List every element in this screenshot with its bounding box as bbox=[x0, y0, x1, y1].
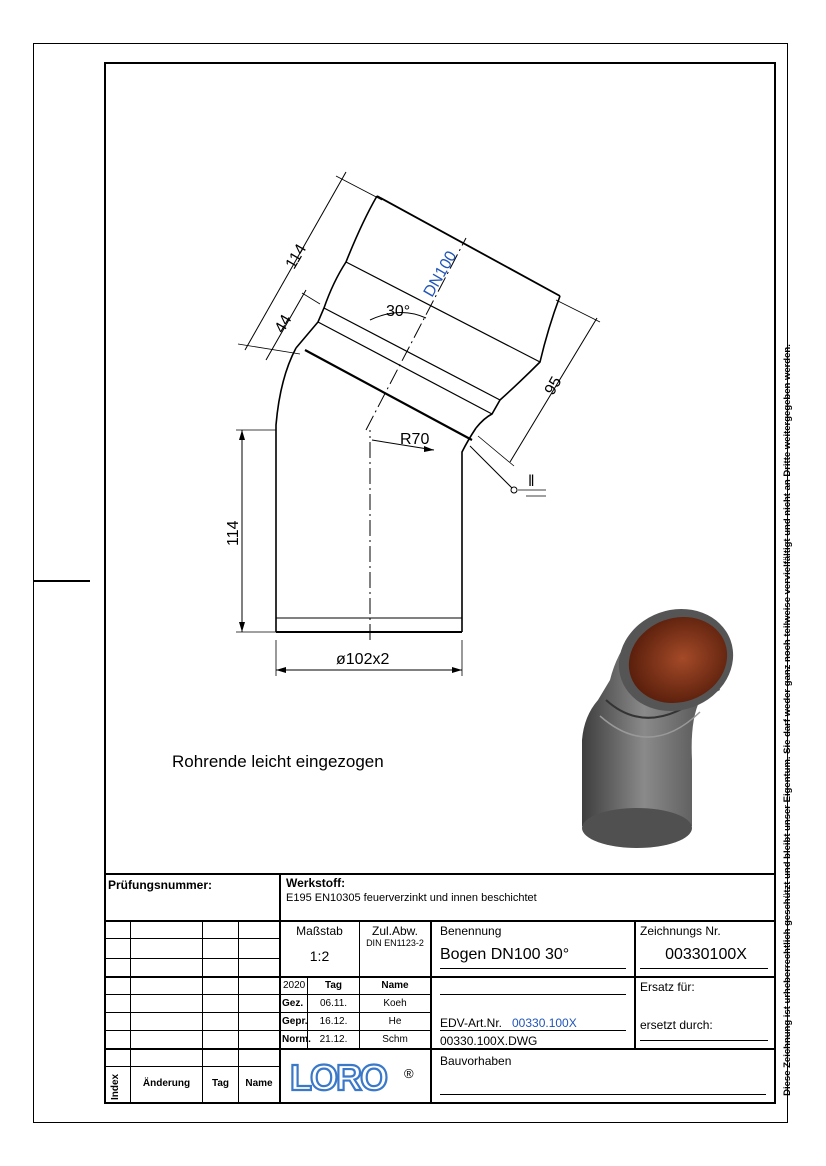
ersatz-fuer-label: Ersatz für: bbox=[640, 980, 695, 994]
row-gepr-name: He bbox=[388, 1016, 402, 1027]
loro-logo bbox=[286, 1058, 426, 1094]
zeichnungsnr-value: 00330100X bbox=[665, 946, 747, 963]
zulabw-value: DIN EN1123-2 bbox=[366, 938, 424, 948]
pipe-outline-right bbox=[462, 428, 476, 632]
pipe-3d-preview bbox=[582, 593, 748, 848]
bauvorhaben-label: Bauvorhaben bbox=[440, 1054, 512, 1068]
dim-dn100: DN100 bbox=[420, 248, 461, 300]
name-label: Name bbox=[381, 980, 409, 991]
dim-angle: 30° bbox=[386, 303, 411, 320]
aenderung-label: Änderung bbox=[142, 1078, 191, 1089]
ersetzt-durch-label: ersetzt durch: bbox=[640, 1018, 713, 1032]
copyright-side-note: Diese Zeichnung ist urheberrechtlich geschützt und bleibt unser Eigentum. Sie darf weder ganz noch teilweise vervielfältigt und nicht an Dritte weitergegeben werden. bbox=[782, 344, 793, 1096]
pruefnr-label: Prüfungsnummer: bbox=[108, 878, 213, 892]
tag-label: Tag bbox=[324, 980, 343, 991]
row-gez-date: 06.11. bbox=[319, 998, 348, 1009]
row-norm-date: 21.12. bbox=[319, 1034, 348, 1045]
edv-label: EDV-Art.Nr. bbox=[440, 1016, 503, 1030]
dim-114-top: 114 bbox=[282, 241, 311, 272]
edv-value: 00330.100X bbox=[512, 1016, 577, 1030]
dim-diameter: ø102x2 bbox=[336, 651, 390, 668]
row-gez-role: Gez. bbox=[282, 998, 304, 1009]
dim-parallel: ‖ bbox=[528, 473, 535, 490]
row-gepr-date: 16.12. bbox=[319, 1016, 348, 1027]
benennung-label: Benennung bbox=[440, 924, 502, 938]
logo-registered-mark: ® bbox=[404, 1066, 414, 1081]
dim-95: 95 bbox=[541, 374, 566, 398]
massstab-value: 1:2 bbox=[309, 948, 330, 964]
zeichnungsnr-label: Zeichnungs Nr. bbox=[640, 924, 721, 938]
row-gez-name: Koeh bbox=[383, 998, 407, 1009]
year: 2020 bbox=[283, 980, 306, 991]
rev-name-label: Name bbox=[245, 1078, 273, 1089]
logo-text: LORO bbox=[290, 1058, 386, 1094]
rev-tag-label: Tag bbox=[211, 1078, 230, 1089]
dim-44: 44 bbox=[271, 312, 296, 336]
werkstoff-value: E195 EN10305 feuerverzinkt und innen beschichtet bbox=[286, 892, 537, 904]
pipe-outline-left bbox=[276, 348, 296, 632]
werkstoff-label: Werkstoff: bbox=[286, 876, 346, 890]
row-norm-name: Schm bbox=[382, 1034, 408, 1045]
dim-r70: R70 bbox=[400, 431, 430, 448]
benennung-value: Bogen DN100 30° bbox=[440, 946, 570, 963]
massstab-label: Maßstab bbox=[296, 924, 343, 938]
row-norm-role: Norm. bbox=[282, 1034, 311, 1045]
drawing-note: Rohrende leicht eingezogen bbox=[172, 752, 384, 771]
row-gepr-role: Gepr. bbox=[282, 1016, 308, 1027]
zulabw-label: Zul.Abw. bbox=[371, 924, 419, 938]
index-label: Index bbox=[110, 1073, 121, 1100]
dwg-file: 00330.100X.DWG bbox=[440, 1034, 538, 1048]
dim-114-left: 114 bbox=[225, 520, 242, 546]
